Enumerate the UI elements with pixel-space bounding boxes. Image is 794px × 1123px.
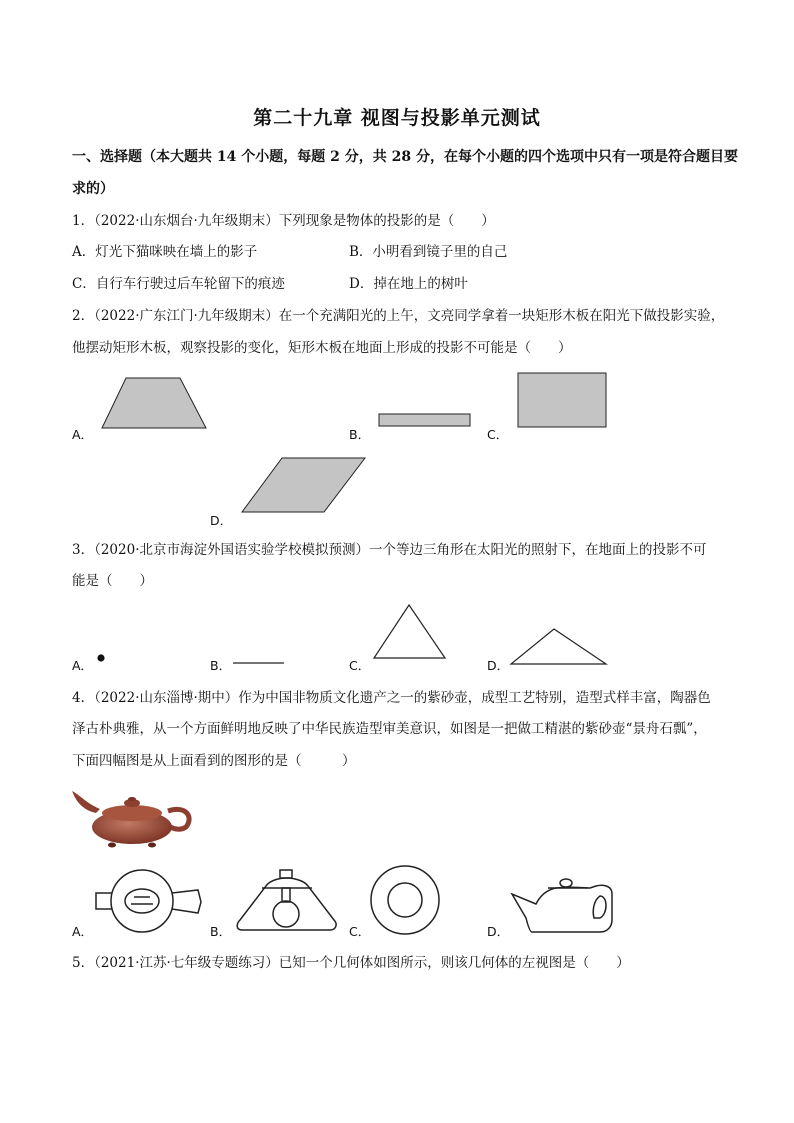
q3-label-c: C． bbox=[349, 658, 371, 673]
section-heading: 一、选择题（本大题共 14 个小题，每题 2 分，共 28 分，在每个小题的四个选项中只有一项是符合题目要 bbox=[72, 149, 738, 165]
q2-label-a: A． bbox=[72, 427, 94, 442]
q4-label-d: D． bbox=[487, 924, 510, 939]
q2-label-b: B． bbox=[349, 427, 371, 442]
q3-label-a: A． bbox=[72, 658, 94, 673]
page-title: 第二十九章 视图与投影单元测试 bbox=[253, 107, 541, 129]
q4-figure-b-front-view bbox=[232, 864, 344, 936]
question-4-stem: 4．（2022·山东淄博·期中）作为中国非物质文化遗产之一的紫砂壶，成型工艺特别，造型式样丰富，陶器色 bbox=[72, 690, 711, 706]
q4-figure-a-top-view bbox=[94, 866, 204, 936]
q2-figure-c-rectangle bbox=[517, 372, 609, 430]
question-3-stem: 3．（2020·北京市海淀外国语实验学校模拟预测）一个等边三角形在太阳光的照射下，在地面上的投影不可 bbox=[72, 542, 707, 558]
q4-label-b: B． bbox=[210, 924, 232, 939]
q4-label-c: C． bbox=[349, 924, 371, 939]
q2-label-c: C． bbox=[487, 427, 509, 442]
q2-figure-a-trapezoid bbox=[100, 376, 210, 432]
q3-figure-c-equilateral-triangle bbox=[372, 603, 448, 661]
q2-label-d: D． bbox=[210, 513, 233, 528]
q2-figure-d-parallelogram bbox=[240, 456, 368, 516]
q4-figure-d-side-view bbox=[508, 874, 626, 936]
q3-figure-d-flat-triangle bbox=[509, 627, 609, 667]
q1-option-d: D．掉在地上的树叶 bbox=[349, 276, 468, 292]
q3-label-d: D． bbox=[487, 658, 510, 673]
question-3-stem-cont: 能是（ ） bbox=[72, 573, 153, 589]
q3-figure-a-dot bbox=[96, 653, 106, 663]
question-4-stem-cont1: 泽古朴典雅，从一个方面鲜明地反映了中华民族造型审美意识，如图是一把做工精湛的紫砂壶“景舟石瓢”， bbox=[72, 721, 707, 737]
section-heading-cont: 求的） bbox=[72, 181, 114, 197]
question-1-stem: 1．（2022·山东烟台·九年级期末）下列现象是物体的投影的是（ ） bbox=[72, 213, 495, 229]
q1-option-a: A．灯光下猫咪映在墙上的影子 bbox=[72, 244, 258, 260]
question-4-stem-cont2: 下面四幅图是从上面看到的图形的是（ ） bbox=[72, 753, 356, 769]
q2-figure-b-thin-rectangle bbox=[378, 413, 472, 429]
teapot-photo bbox=[68, 783, 198, 851]
question-2-stem: 2．（2022·广东江门·九年级期末）在一个充满阳光的上午，文亮同学拿着一块矩形木板在阳光下做投影实验， bbox=[72, 308, 725, 324]
q3-label-b: B． bbox=[210, 658, 232, 673]
q4-figure-c-rings bbox=[369, 864, 441, 936]
question-2-stem-cont: 他摆动矩形木板，观察投影的变化，矩形木板在地面上形成的投影不可能是（ ） bbox=[72, 340, 572, 356]
q4-label-a: A． bbox=[72, 924, 94, 939]
q3-figure-b-segment bbox=[232, 661, 286, 665]
q1-option-c: C．自行车行驶过后车轮留下的痕迹 bbox=[72, 276, 285, 292]
q1-option-b: B．小明看到镜子里的自己 bbox=[349, 244, 508, 260]
question-5-stem: 5．（2021·江苏·七年级专题练习）已知一个几何体如图所示，则该几何体的左视图是（ ） bbox=[72, 955, 630, 971]
